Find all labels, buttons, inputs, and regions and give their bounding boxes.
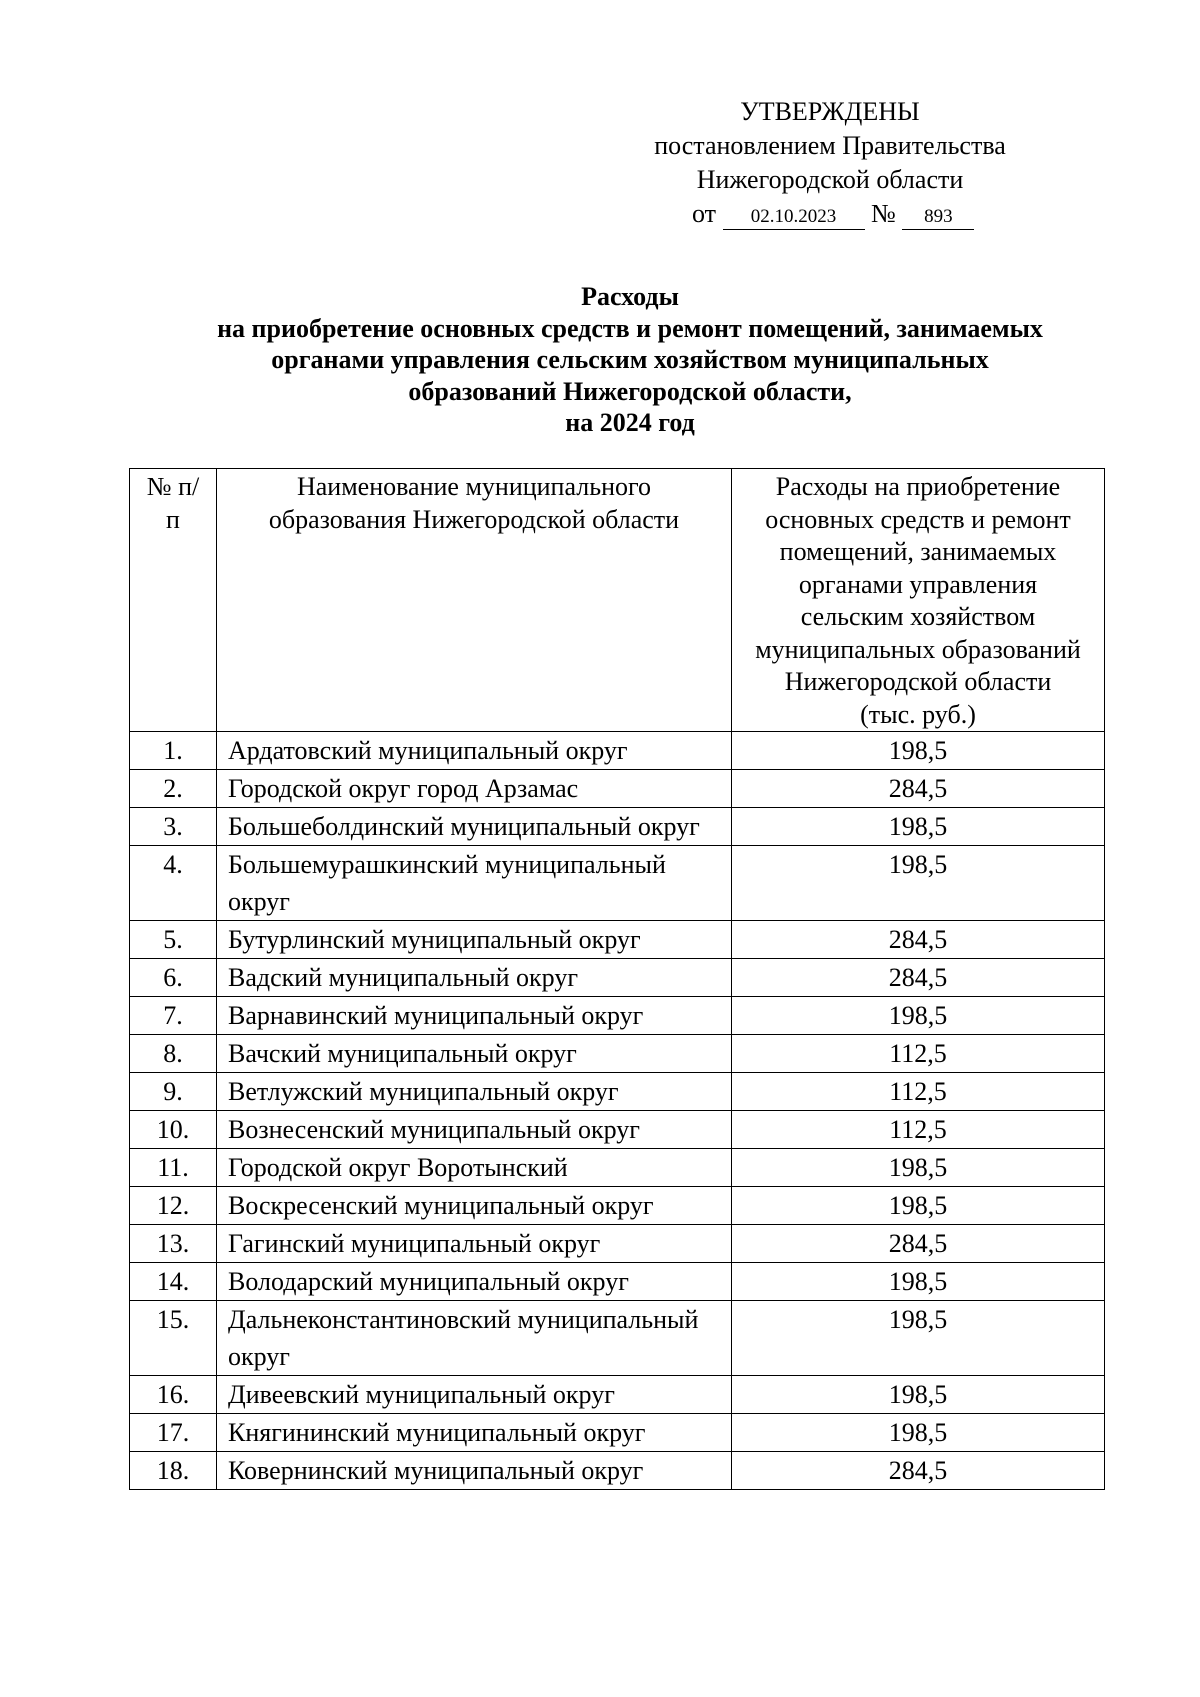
approval-heading: УТВЕРЖДЕНЫ [740,97,920,126]
row-value: 198,5 [732,1376,1105,1414]
row-number: 4. [130,846,217,921]
row-name: Дальнеконстантиновский муниципальный округ [217,1301,732,1376]
row-value: 198,5 [732,997,1105,1035]
row-value: 198,5 [732,1187,1105,1225]
title-line-1: Расходы [581,282,679,311]
row-value: 284,5 [732,959,1105,997]
row-number: 11. [130,1149,217,1187]
row-name: Городской округ город Арзамас [217,770,732,808]
row-number: 9. [130,1073,217,1111]
approval-line-2: Нижегородской области [696,165,964,194]
approval-block [630,95,1030,231]
row-value: 112,5 [732,1111,1105,1149]
header-expense: Расходы на приобретение основных средств и ремонт помещений, занимаемых органами управления сельским хозяйством муниципальных образований Нижегородской области (тыс. руб.) [732,469,1105,732]
row-value: 284,5 [732,1452,1105,1490]
table-row [130,1263,1105,1301]
row-number: 13. [130,1225,217,1263]
row-value: 198,5 [732,732,1105,770]
row-value: 198,5 [732,846,1105,921]
row-name: Большемурашкинский муниципальный округ [217,846,732,921]
table-row [130,921,1105,959]
row-number: 8. [130,1035,217,1073]
header-name: Наименование муниципального образования Нижегородской области [217,469,732,732]
row-number: 3. [130,808,217,846]
row-value: 284,5 [732,1225,1105,1263]
table-row [130,732,1105,770]
row-name: Вадский муниципальный округ [217,959,732,997]
table-row [130,1073,1105,1111]
decree-number: 893 [902,205,974,230]
row-number: 1. [130,732,217,770]
row-number: 17. [130,1414,217,1452]
table-row [130,1111,1105,1149]
row-name: Большеболдинский муниципальный округ [217,808,732,846]
row-number: 18. [130,1452,217,1490]
row-name: Гагинский муниципальный округ [217,1225,732,1263]
row-value: 112,5 [732,1073,1105,1111]
table-row [130,1149,1105,1187]
row-number: 15. [130,1301,217,1376]
row-value: 112,5 [732,1035,1105,1073]
table-row [130,1414,1105,1452]
row-number: 10. [130,1111,217,1149]
table-row [130,1376,1105,1414]
approval-line-1: постановлением Правительства [654,131,1006,160]
row-value: 198,5 [732,1414,1105,1452]
decree-date: 02.10.2023 [723,205,865,230]
table-row [130,1035,1105,1073]
table-header-row [130,469,1105,732]
decree-line [630,197,1030,231]
title-line-2: на приобретение основных средств и ремонт помещений, занимаемых [217,313,1043,343]
row-name: Вачский муниципальный округ [217,1035,732,1073]
row-name: Варнавинский муниципальный округ [217,997,732,1035]
row-name: Вознесенский муниципальный округ [217,1111,732,1149]
table-row [130,1187,1105,1225]
row-name: Городской округ Воротынский [217,1149,732,1187]
row-value: 284,5 [732,921,1105,959]
header-num: № п/п [130,469,217,732]
row-name: Княгининский муниципальный округ [217,1414,732,1452]
row-number: 2. [130,770,217,808]
table-row [130,959,1105,997]
row-number: 7. [130,997,217,1035]
row-value: 198,5 [732,1149,1105,1187]
table-row [130,846,1105,921]
row-name: Ветлужский муниципальный округ [217,1073,732,1111]
row-value: 198,5 [732,1263,1105,1301]
table-row [130,1225,1105,1263]
row-name: Ковернинский муниципальный округ [217,1452,732,1490]
table-row [130,770,1105,808]
title-line-4: образований Нижегородской области, [408,376,852,406]
table-row [130,808,1105,846]
document-title [130,281,1130,439]
from-label: от [692,199,717,228]
row-name: Бутурлинский муниципальный округ [217,921,732,959]
row-name: Ардатовский муниципальный округ [217,732,732,770]
row-name: Володарский муниципальный округ [217,1263,732,1301]
table-row [130,997,1105,1035]
row-value: 198,5 [732,808,1105,846]
row-number: 6. [130,959,217,997]
row-name: Воскресенский муниципальный округ [217,1187,732,1225]
row-value: 198,5 [732,1301,1105,1376]
table-body [130,732,1105,1490]
expenses-table [129,468,1105,1490]
table-row [130,1452,1105,1490]
number-label: № [871,199,896,228]
row-value: 284,5 [732,770,1105,808]
row-number: 5. [130,921,217,959]
row-number: 12. [130,1187,217,1225]
title-line-3: органами управления сельским хозяйством муниципальных [271,345,989,374]
table-row [130,1301,1105,1376]
title-line-5: на 2024 год [565,408,695,437]
row-number: 16. [130,1376,217,1414]
row-name: Дивеевский муниципальный округ [217,1376,732,1414]
row-number: 14. [130,1263,217,1301]
